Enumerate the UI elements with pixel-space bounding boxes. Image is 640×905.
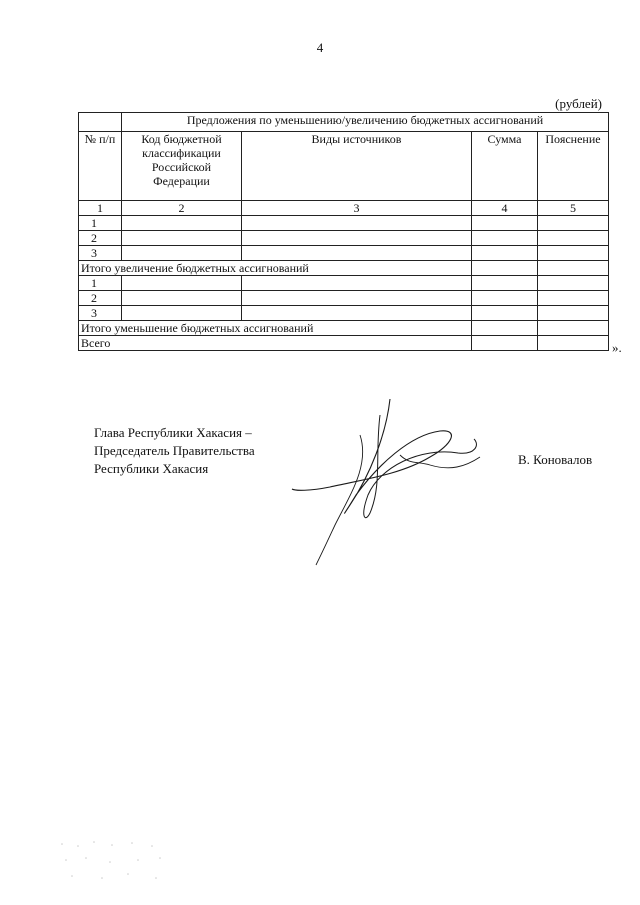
decrease-row — [79, 306, 609, 321]
handwritten-signature — [290, 395, 490, 570]
table-cell — [242, 231, 472, 246]
column-index-row — [79, 201, 609, 216]
decrease-row — [79, 291, 609, 306]
table-cell — [122, 216, 242, 231]
increase-total-row — [79, 261, 609, 276]
table-cell — [242, 306, 472, 321]
table-cell — [472, 291, 538, 306]
table-cell — [538, 291, 609, 306]
col-index: 3 — [242, 201, 472, 216]
col-index: 4 — [472, 201, 538, 216]
col-header-code: Код бюджетной классификации Российской Федерации — [122, 132, 242, 201]
signatory-title — [94, 424, 255, 478]
units-note: (рублей) — [555, 96, 602, 111]
table-cell — [122, 291, 242, 306]
table-cell — [472, 321, 538, 336]
increase-row — [79, 231, 609, 246]
table-cell — [122, 231, 242, 246]
table-cell — [122, 306, 242, 321]
table-cell — [242, 291, 472, 306]
table-cell — [122, 276, 242, 291]
table-cell — [538, 276, 609, 291]
signatory-title-line: Глава Республики Хакасия – — [94, 425, 252, 440]
row-number: 1 — [79, 216, 122, 231]
table-cell — [472, 231, 538, 246]
col-header-sum: Сумма — [472, 132, 538, 201]
table-cell — [538, 246, 609, 261]
table-cell — [472, 216, 538, 231]
grand-total-label: Всего — [79, 336, 472, 351]
table-cell — [538, 216, 609, 231]
col-header-num: № п/п — [79, 132, 122, 201]
col-index: 1 — [79, 201, 122, 216]
closing-quote: ». — [612, 340, 622, 355]
table-cell — [472, 246, 538, 261]
grand-total-row — [79, 336, 609, 351]
row-number: 3 — [79, 306, 122, 321]
table-cell — [122, 246, 242, 261]
table-cell — [538, 231, 609, 246]
table-cell — [472, 276, 538, 291]
decrease-total-label: Итого уменьшение бюджетных ассигнований — [79, 321, 472, 336]
scan-artifact — [52, 836, 172, 886]
table-group-header: Предложения по уменьшению/увеличению бюджетных ассигнований — [122, 113, 609, 132]
decrease-total-row — [79, 321, 609, 336]
table-cell — [538, 336, 609, 351]
row-number: 1 — [79, 276, 122, 291]
decrease-row — [79, 276, 609, 291]
row-number: 2 — [79, 231, 122, 246]
signer-name: В. Коновалов — [518, 452, 593, 467]
table-cell — [538, 306, 609, 321]
table-cell — [538, 261, 609, 276]
row-number: 2 — [79, 291, 122, 306]
increase-row — [79, 246, 609, 261]
table-cell — [472, 261, 538, 276]
table-cell — [472, 336, 538, 351]
budget-proposals-table — [78, 112, 609, 351]
table-group-header-row — [79, 113, 609, 132]
row-number: 3 — [79, 246, 122, 261]
header-empty-cell — [79, 113, 122, 132]
signatory-title-line: Председатель Правительства — [94, 443, 255, 458]
increase-row — [79, 216, 609, 231]
table-cell — [242, 216, 472, 231]
table-column-header-row — [79, 132, 609, 201]
col-header-sources: Виды источников — [242, 132, 472, 201]
col-index: 5 — [538, 201, 609, 216]
table-cell — [472, 306, 538, 321]
col-header-note: Пояснение — [538, 132, 609, 201]
table-cell — [538, 321, 609, 336]
col-index: 2 — [122, 201, 242, 216]
page-number: 4 — [316, 40, 324, 55]
increase-total-label: Итого увеличение бюджетных ассигнований — [79, 261, 472, 276]
table-cell — [242, 246, 472, 261]
signatory-title-line: Республики Хакасия — [94, 461, 209, 476]
table-cell — [242, 276, 472, 291]
